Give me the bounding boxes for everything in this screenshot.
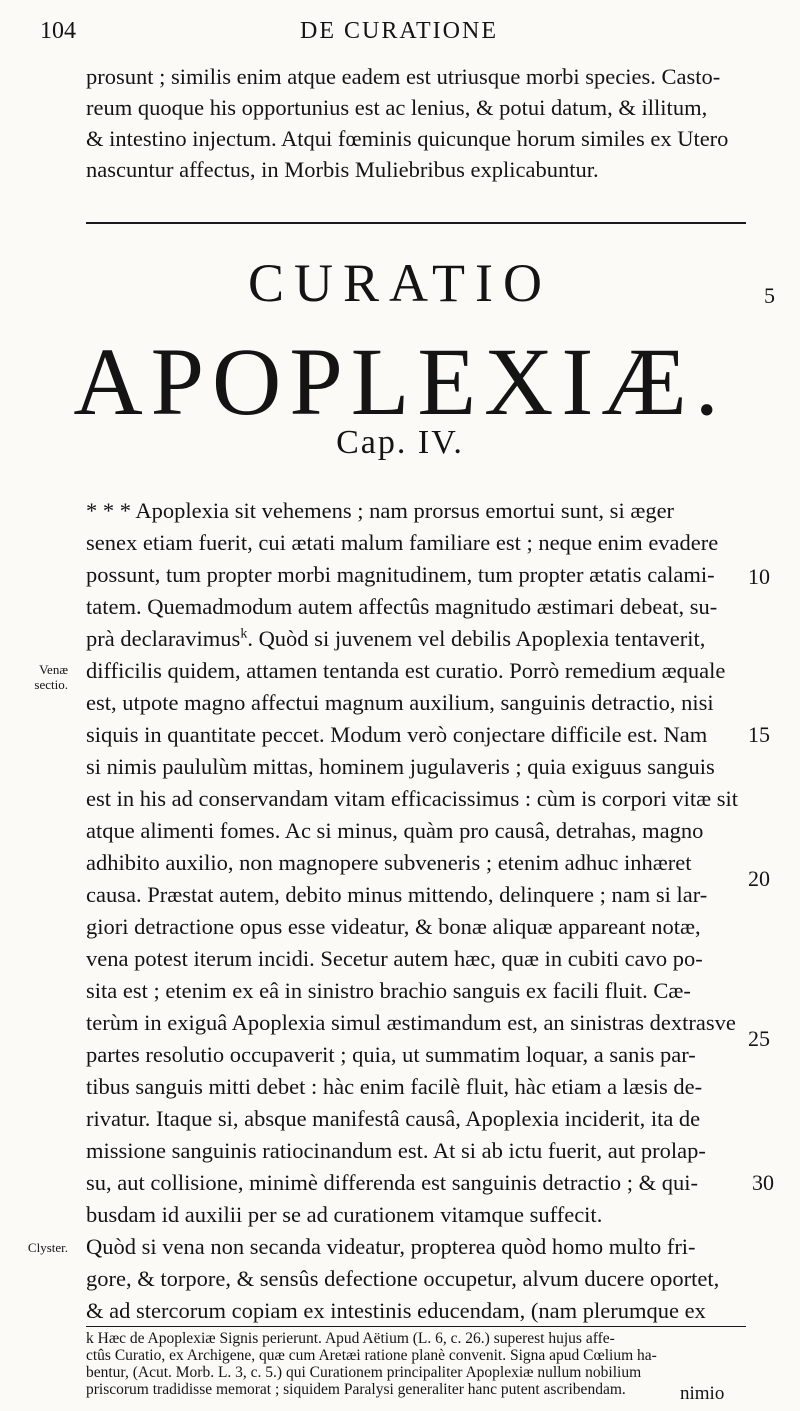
- text-line: Quòd si vena non secanda videatur, propterea quòd homo multo fri-: [86, 1234, 696, 1259]
- text-line: senex etiam fuerit, cui ætati malum familiare est ; neque enim evadere: [86, 530, 719, 555]
- text-line: est, utpote magno affectui magnum auxilium, sanguinis detractio, nisi: [86, 690, 714, 715]
- text-line: possunt, tum propter morbi magnitudinem, tum propter ætatis calami-: [86, 562, 715, 587]
- text-line: prosunt ; similis enim atque eadem est utriusque morbi species. Casto-: [86, 64, 721, 89]
- text-line: tatem. Quemadmodum autem affectûs magnitudo æstimari debeat, su-: [86, 594, 718, 619]
- text-line: causa. Præstat autem, debito minus mittendo, delinquere ; nam si lar-: [86, 882, 708, 907]
- text-line: & ad stercorum copiam ex intestinis educendam, (nam plerumque ex: [86, 1298, 706, 1323]
- text-line: giori detractione opus esse videatur, & bonæ aliquæ appareant notæ,: [86, 914, 701, 939]
- text-fragment: . Quòd si juvenem vel debilis Apoplexia tentaverit,: [247, 626, 706, 651]
- text-line: adhibito auxilio, non magnopere subveneris ; etenim adhuc inhæret: [86, 850, 692, 875]
- text-line: terùm in exiguâ Apoplexia simul æstimandum est, an sinistras dextrasve: [86, 1010, 736, 1035]
- footnote-line: ctûs Curatio, ex Archigene, quæ cum Aretæi ratione planè convenit. Signa apud Cœlium ha-: [86, 1347, 657, 1364]
- line-number: 15: [748, 722, 770, 747]
- text-line: si nimis paululùm mittas, hominem jugulaveris ; quia exiguus sanguis: [86, 754, 715, 779]
- margin-note-clyster: Clyster.: [27, 1240, 68, 1255]
- section-rule: [86, 222, 746, 224]
- chapter-number: Cap. IV.: [336, 424, 464, 461]
- text-fragment: prà declaravimus: [86, 626, 241, 651]
- footnote-rule: [86, 1326, 746, 1327]
- line-number: 20: [748, 866, 770, 891]
- page-number: 104: [40, 18, 76, 44]
- text-line: difficilis quidem, attamen tentanda est curatio. Porrò remedium æquale: [86, 658, 726, 683]
- text-line: siquis in quantitate peccet. Modum verò conjectare difficile est. Nam: [86, 722, 708, 747]
- text-line: partes resolutio occupaverit ; quia, ut summatim loquar, a sanis par-: [86, 1042, 696, 1067]
- line-number: 10: [748, 564, 770, 589]
- running-head: DE CURATIONE: [300, 18, 498, 44]
- text-line: reum quoque his opportunius est ac lenius, & potui datum, & illitum,: [86, 95, 708, 120]
- footnote-line: priscorum tradidisse memorat ; siquidem Paralysi generaliter hanc putent ascribendam.: [86, 1381, 626, 1398]
- text-line: tibus sanguis mitti debet : hàc enim facilè fluit, hàc etiam a læsis de-: [86, 1074, 703, 1099]
- text-line: missione sanguinis ratiocinandum est. At si ab ictu fuerit, aut prolap-: [86, 1138, 706, 1163]
- line-number: 5: [764, 283, 775, 308]
- text-line: nascuntur affectus, in Morbis Muliebribus explicabuntur.: [86, 157, 599, 182]
- text-line: gore, & torpore, & sensûs defectione occupetur, alvum ducere oportet,: [86, 1266, 720, 1291]
- line-number: 30: [752, 1170, 774, 1195]
- text-line: est in his ad conservandam vitam efficacissimus : cùm is corpori vitæ sit: [86, 786, 738, 811]
- chapter-title-curatio: CURATIO: [247, 253, 552, 313]
- line-number: 25: [748, 1026, 770, 1051]
- footnote-line: k Hæc de Apoplexiæ Signis perierunt. Apud Aëtium (L. 6, c. 26.) superest hujus affe-: [86, 1330, 615, 1347]
- text-line: vena potest iterum incidi. Secetur autem hæc, quæ in cubiti cavo po-: [86, 946, 703, 971]
- text-line: atque alimenti fomes. Ac si minus, quàm pro causâ, detrahas, magno: [86, 818, 704, 843]
- text-line: [86, 626, 746, 652]
- margin-note-venae-sectio: Venæ sectio.: [34, 662, 68, 692]
- text-line: rivatur. Itaque si, absque manifestâ causâ, Apoplexia inciderit, ita de: [86, 1106, 701, 1131]
- footnote-reference-mark: k: [240, 626, 248, 642]
- chapter-title-apoplexiae: APOPLEXIÆ.: [73, 328, 727, 435]
- footnote-line: bentur, (Acut. Morb. L. 3, c. 5.) qui Curationem principaliter Apoplexiæ nullum nobilium: [86, 1364, 642, 1381]
- text-line: * * * Apoplexia sit vehemens ; nam prorsus emortui sunt, si æger: [86, 498, 675, 523]
- catchword: nimio: [680, 1383, 725, 1404]
- text-line: su, aut collisione, minimè differenda est sanguinis detractio ; & qui-: [86, 1170, 698, 1195]
- text-line: busdam id auxilii per se ad curationem vitamque suffecit.: [86, 1202, 603, 1227]
- text-line: & intestino injectum. Atqui fœminis quicunque horum similes ex Utero: [86, 126, 729, 151]
- text-line: sita est ; etenim ex eâ in sinistro brachio sanguis ex facili fluit. Cæ-: [86, 978, 691, 1003]
